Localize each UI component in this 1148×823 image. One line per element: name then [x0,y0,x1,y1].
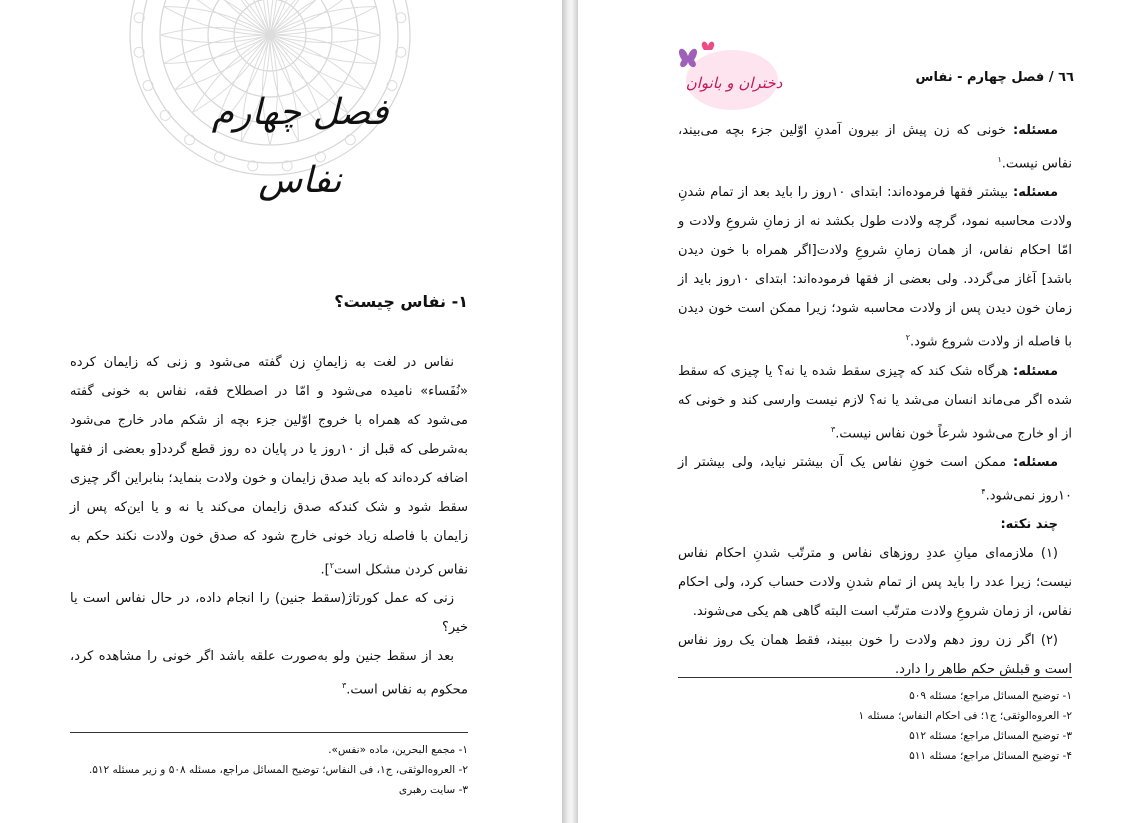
book-gutter [562,0,578,823]
footnote: ۱- توضیح المسائل مراجع؛ مسئله ۵۰۹ [909,690,1072,702]
note-paragraph: (۱) ملازمه‌ای میانِ عددِ روزهای نفاس و مترتّب شدنِ احکام نفاس نیست؛ زیرا عدد را باید پس از تمام شدنِ ولادت حساب کرد، ولی احکام نفاس، از زمان شروعِ ولادت مترتّب است البته گاهی هم یکی می‌شوند. [678,546,1072,620]
right-page [578,0,1148,823]
footnote: ۴- توضیح المسائل مراجع؛ مسئله ۵۱۱ [909,750,1072,762]
butterfly-icon [679,49,697,67]
left-body-text [70,348,468,705]
footnotes-right [678,686,1072,766]
left-page [0,0,562,823]
notes-heading: چند نکته: [1000,517,1058,533]
paragraph: بعد از سقط جنین ولو به‌صورت علقه باشد اگر خونی را مشاهده کرد، محکوم به نفاس است.$^۳$ [70,649,468,698]
footnote: ۱- مجمع البحرین، ماده «نفس». [328,744,468,756]
paragraph: نفاس در لغت به زایمانِ زن گفته می‌شود و زنی که زایمان کرده «نُفَساء» نامیده می‌شود و امّا در اصطلاح فقه، نفاس به خونی گفته می‌شود که همراه با خروج اوّلین جزء بچه از شکم مادر خارج می‌شود به‌شرطی که قبل از ۱۰روز یا در پایان ده روز قطع گردد[و بعضی از فقها اضافه کرده‌اند که باید صدق زایمان و خون ولادت بنماید؛ بنابراین اگر چیزی سقط شود و شک کندکه صدق زایمان می‌کند یا نه و یا این‌که پس از زایمان با فاصله زیاد خونی خارج شود که صدق خون ولادت نکند حکم به نفاس کردن مشکل است$^۲$]. [70,355,468,578]
footnote: ۲- العروه‌الوثقی؛ ج۱؛ فی احکام النفاس؛ مسئله ۱ [858,710,1072,722]
footnotes-left [88,740,468,800]
note-paragraph: (۲) اگر زن روز دهم ولادت را خون ببیند، فقط همان یک روز نفاس است و قبلش حکم طاهر را دارد. [678,633,1072,678]
paragraph: زنی که عمل کورتاژ(سقط جنین) را انجام داده، در حال نفاس است یا خیر؟ [70,591,468,636]
svg-text:دختران و بانوان: دختران و بانوان [685,74,783,92]
issue-paragraph: مسئله: هرگاه شک کند که چیزی سقط شده یا نه؟ یا چیزی که سقط شده اگر می‌ماند انسان می‌شد یا نه؟ لازم نیست وارسی کند و خونی که از او خارج می‌شود شرعاً خون نفاس نیست.$^۳$ [678,363,1072,441]
footnote-divider [70,732,468,733]
footnote: ۳- توضیح المسائل مراجع؛ مسئله ۵۱۲ [909,730,1072,742]
running-head: ٦٦ / فصل چهارم - نفاس [915,70,1074,85]
footnote: ۳- سایت رهبری [398,784,468,796]
footnote-divider [678,677,1072,678]
issue-paragraph: مسئله: ممکن است خونِ نفاس یک آن بیشتر نیاید، ولی بیشتر از ۱۰روز نمی‌شود.$^۴$ [678,454,1072,504]
issue-paragraph: مسئله: بیشتر فقها فرموده‌اند: ابتدای ۱۰روز را باید بعد از تمام شدنِ ولادت محاسبه نمود، گرچه ولادت طول بکشد نه از زمانِ شروعِ ولادت و امّا احکام نفاس، از همان زمانِ شروعِ ولادت[اگر همراه با خون دیدن باشد] آغاز می‌گردد. ولی بعضی از فقها فرموده‌اند: ابتدای ۱۰روز باید از زمان خون دیدن پس از ولادت محاسبه شود؛ زیرا ممکن است خون دیدن با فاصله از ولادت شروع شود.$^۲$ [678,185,1072,350]
chapter-subtitle: نفاس [258,160,342,201]
footnote: ۲- العروه‌الوثقی، ج۱، فی النفاس؛ توضیح المسائل مراجع، مسئله ۵۰۸ و زیر مسئله ۵۱۲. [88,764,468,776]
issue-paragraph: مسئله: خونی که زن پیش از بیرون آمدنِ اوّلین جزء بچه می‌بیند، نفاس نیست.$^۱$ [678,123,1072,172]
section-heading: ۱- نفاس چیست؟ [334,292,468,311]
right-body-text [678,116,1072,684]
chapter-title: فصل چهارم [211,92,389,133]
publisher-logo [674,38,794,114]
